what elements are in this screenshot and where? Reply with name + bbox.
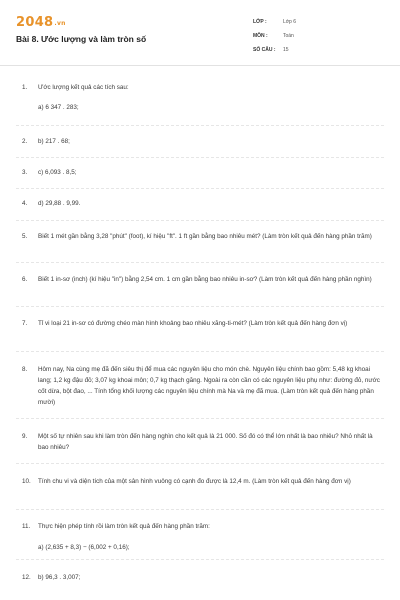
- meta-row-subject: [253, 29, 393, 43]
- lesson-title: Bài 8. Ước lượng và làm tròn số: [16, 34, 147, 44]
- question-number: 3.: [22, 169, 28, 176]
- logo-main-text: 2048: [16, 15, 54, 30]
- question-number: 4.: [22, 200, 28, 207]
- question-divider: [16, 306, 384, 307]
- question-number: 8.: [22, 366, 28, 373]
- question-number: 12.: [22, 574, 31, 581]
- meta-label: MÔN :: [253, 33, 268, 39]
- question-divider: [16, 559, 384, 560]
- question-number: 10.: [22, 478, 31, 485]
- question-divider: [16, 351, 384, 352]
- question-number: 2.: [22, 138, 28, 145]
- worksheet-header: [0, 0, 400, 66]
- question-divider: [16, 188, 384, 189]
- question-divider: [16, 262, 384, 263]
- meta-row-class: [253, 15, 393, 29]
- meta-label: LỚP :: [253, 19, 267, 25]
- question-number: 6.: [22, 276, 28, 283]
- question-text: Biết 1 in-sơ (inch) (kí hiệu "in") bằng 2,54 cm. 1 cm gần bằng bao nhiêu in-sơ? (Làm tròn kết quả đến hàng phần nghìn): [38, 276, 372, 283]
- question-divider: [16, 125, 384, 126]
- question-divider: [16, 463, 384, 464]
- question-text: Hôm nay, Na cùng mẹ đã đến siêu thị để mua các nguyên liệu cho món chè. Nguyên liệu chính bao gồm: 5,48 kg khoai lang; 1,2 kg đậu đỏ; 3,07 kg khoai môn; 0,7 kg thạch găng. Ngoài ra còn cần có các nguyên liệu phụ như: đường đỏ, nước cốt dừa, bột đao, ... Tính tổng khối lượng các nguyên liệu chính mà Na và mẹ đã mua. (Làm tròn kết quả đến hàng phần mười): [38, 366, 380, 406]
- question-text: Biết 1 mét gần bằng 3,28 "phút" (foot), kí hiệu "ft". 1 ft gần bằng bao nhiêu mét? (Làm tròn kết quả đến hàng phần trăm): [38, 233, 372, 240]
- question-text: b) 217 . 68;: [38, 138, 70, 145]
- question-number: 1.: [22, 84, 28, 91]
- question-subpart: a) (2,635 + 8,3) − (6,002 + 0,16);: [38, 544, 130, 551]
- meta-value: 15: [283, 47, 289, 53]
- logo-suffix-text: .vn: [54, 20, 66, 27]
- question-number: 11.: [22, 523, 31, 530]
- question-number: 9.: [22, 433, 28, 440]
- question-divider: [16, 157, 384, 158]
- question-divider: [16, 220, 384, 221]
- question-text: c) 6,093 . 8,5;: [38, 169, 77, 176]
- meta-value: Lớp 6: [283, 19, 297, 25]
- question-text: b) 96,3 . 3,007;: [38, 574, 81, 581]
- site-logo[interactable]: [16, 15, 66, 30]
- meta-row-count: [253, 43, 393, 57]
- question-text: Một số tự nhiên sau khi làm tròn đến hàng nghìn cho kết quả là 21 000. Số đó có thể lớn nhất là bao nhiêu? Nhỏ nhất là bao nhiêu?: [38, 433, 373, 451]
- question-subpart: a) 6 347 . 283;: [38, 104, 79, 111]
- question-text: d) 29,88 . 9,99.: [38, 200, 81, 207]
- question-divider: [16, 509, 384, 510]
- meta-value: Toán: [283, 33, 294, 39]
- question-text: Ước lượng kết quả các tích sau:: [38, 84, 129, 91]
- worksheet-meta: [253, 15, 393, 57]
- question-number: 7.: [22, 320, 28, 327]
- question-number: 5.: [22, 233, 28, 240]
- question-divider: [16, 418, 384, 419]
- question-text: Tỉ vi loại 21 in-sơ có đường chéo màn hình khoảng bao nhiêu xăng-ti-mét? (Làm tròn kết quả đến hàng đơn vị): [38, 320, 348, 327]
- question-text: Thực hiện phép tính rồi làm tròn kết quả đến hàng phần trăm:: [38, 523, 210, 530]
- meta-label: SỐ CÂU :: [253, 47, 276, 53]
- question-text: Tính chu vi và diện tích của một sân hình vuông có cạnh đo được là 12,4 m. (Làm tròn kết quả đến hàng đơn vị): [38, 478, 351, 485]
